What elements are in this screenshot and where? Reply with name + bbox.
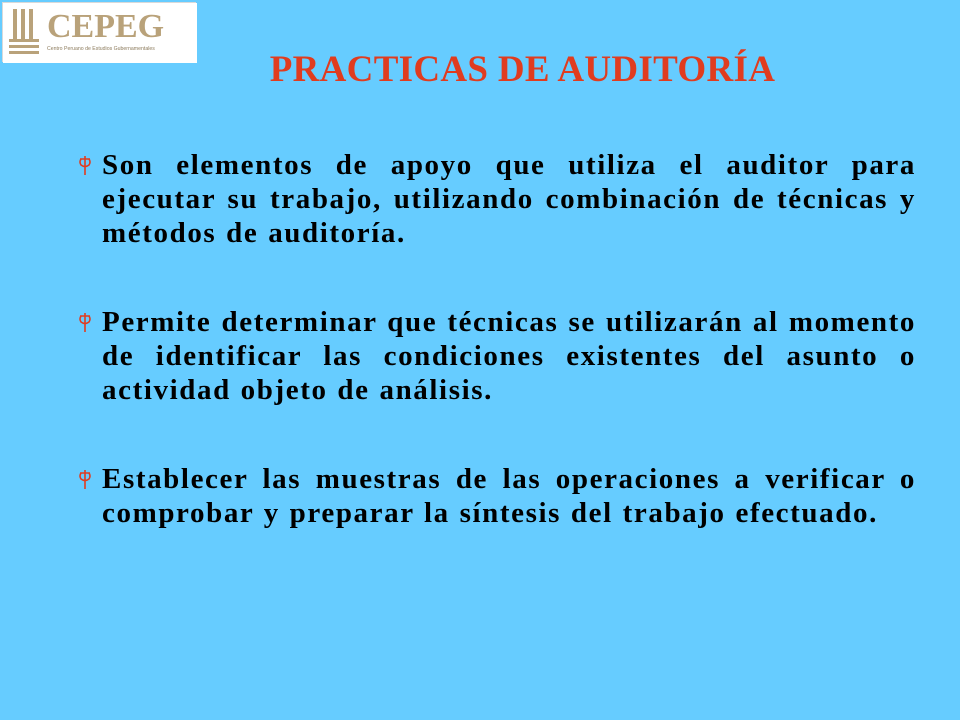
caduceus-bullet-icon (77, 311, 93, 333)
bullet-text: Son elementos de apoyo que utiliza el auditor para ejecutar su trabajo, utilizando combinación de técnicas y métodos de auditoría. (102, 149, 916, 249)
bullet-list (74, 148, 916, 585)
bullet-item (74, 462, 916, 530)
bullet-item (74, 148, 916, 250)
slide-title: PRACTICAS DE AUDITORÍA (269, 49, 776, 90)
caduceus-bullet-icon (77, 154, 93, 176)
bullet-item (74, 305, 916, 407)
bullet-text: Permite determinar que técnicas se utilizarán al momento de identificar las condiciones existentes del asunto o actividad objeto de análisis. (102, 306, 916, 406)
logo-subtitle: Centro Peruano de Estudios Gubernamentales (47, 46, 155, 52)
logo-name: CEPEG (47, 8, 165, 45)
bullet-text: Establecer las muestras de las operaciones a verificar o comprobar y preparar la síntesis del trabajo efectuado. (102, 463, 916, 529)
caduceus-bullet-icon (77, 468, 93, 490)
